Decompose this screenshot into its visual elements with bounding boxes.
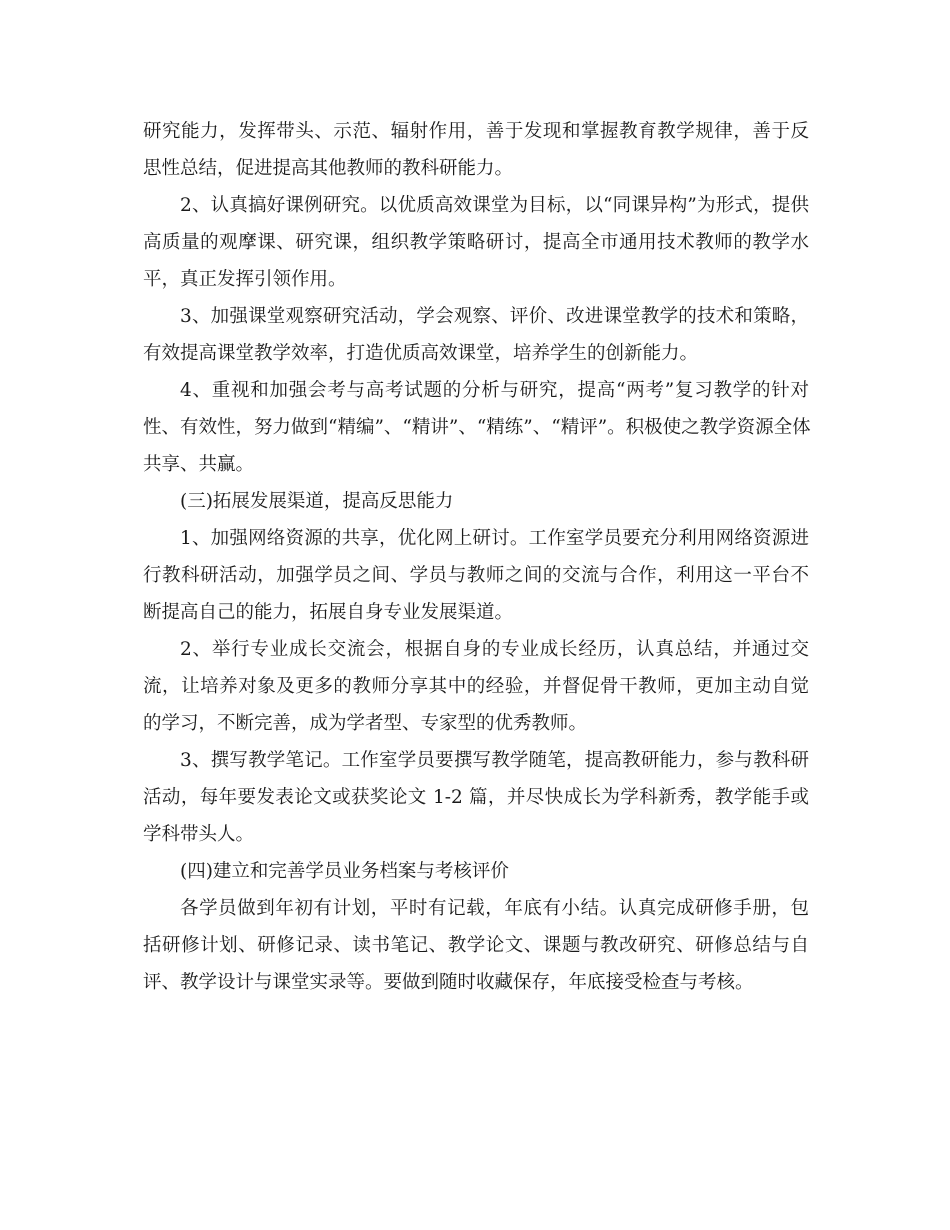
paragraph	[143, 853, 809, 890]
paragraph	[143, 742, 809, 853]
paragraph	[143, 298, 809, 372]
paragraph	[143, 890, 809, 1001]
text-line: 2、认真搞好课例研究。以优质高效课堂为目标，以“同课异构”为形式，提供	[180, 195, 809, 216]
paragraph	[143, 520, 809, 631]
text-line: 的学习，不断完善，成为学者型、专家型的优秀教师。	[143, 713, 588, 734]
text-line: 活动，每年要发表论文或获奖论文 1-2 篇，并尽快成长为学科新秀，教学能手或	[143, 787, 809, 808]
text-line: 行教科研活动，加强学员之间、学员与教师之间的交流与合作，利用这一平台不	[143, 565, 809, 586]
text-line: 流，让培养对象及更多的教师分享其中的经验，并督促骨干教师，更加主动自觉	[143, 676, 809, 697]
text-line: 平，真正发挥引领作用。	[143, 269, 347, 290]
text-line: 断提高自己的能力，拓展自身专业发展渠道。	[143, 602, 514, 623]
paragraph	[143, 113, 809, 187]
text-line: 4、重视和加强会考与高考试题的分析与研究，提高“两考”复习教学的针对	[180, 380, 809, 401]
text-line: 各学员做到年初有计划，平时有记载，年底有小结。认真完成研修手册，包	[180, 898, 809, 919]
text-line: 3、撰写教学笔记。工作室学员要撰写教学随笔，提高教研能力，参与教科研	[180, 750, 809, 771]
paragraph	[143, 631, 809, 742]
text-line: 括研修计划、研修记录、读书笔记、教学论文、课题与教改研究、研修总结与自	[143, 935, 809, 956]
text-line: 评、教学设计与课堂实录等。要做到随时收藏保存，年底接受检查与考核。	[143, 972, 754, 993]
text-line: 2、举行专业成长交流会，根据自身的专业成长经历，认真总结，并通过交	[180, 639, 809, 660]
text-line: 思性总结，促进提高其他教师的教科研能力。	[143, 158, 514, 179]
paragraph	[143, 187, 809, 298]
paragraph	[143, 372, 809, 483]
text-line: 学科带头人。	[143, 824, 255, 845]
text-line: 高质量的观摩课、研究课，组织教学策略研讨，提高全市通用技术教师的教学水	[143, 232, 809, 253]
text-line: 有效提高课堂教学效率，打造优质高效课堂，培养学生的创新能力。	[143, 343, 699, 364]
paragraph	[143, 483, 809, 520]
document-body	[143, 113, 809, 1001]
text-line: 研究能力，发挥带头、示范、辐射作用，善于发现和掌握教育教学规律，善于反	[143, 121, 809, 142]
text-line: 共享、共赢。	[143, 454, 255, 475]
text-line: 性、有效性，努力做到“精编”、“精讲”、“精练”、“精评”。积极使之教学资源全体	[143, 417, 811, 438]
text-line: (四)建立和完善学员业务档案与考核评价	[180, 861, 509, 882]
text-line: (三)拓展发展渠道，提高反思能力	[180, 491, 454, 512]
text-line: 3、加强课堂观察研究活动，学会观察、评价、改进课堂教学的技术和策略，	[180, 306, 809, 327]
text-line: 1、加强网络资源的共享，优化网上研讨。工作室学员要充分利用网络资源进	[180, 528, 809, 549]
